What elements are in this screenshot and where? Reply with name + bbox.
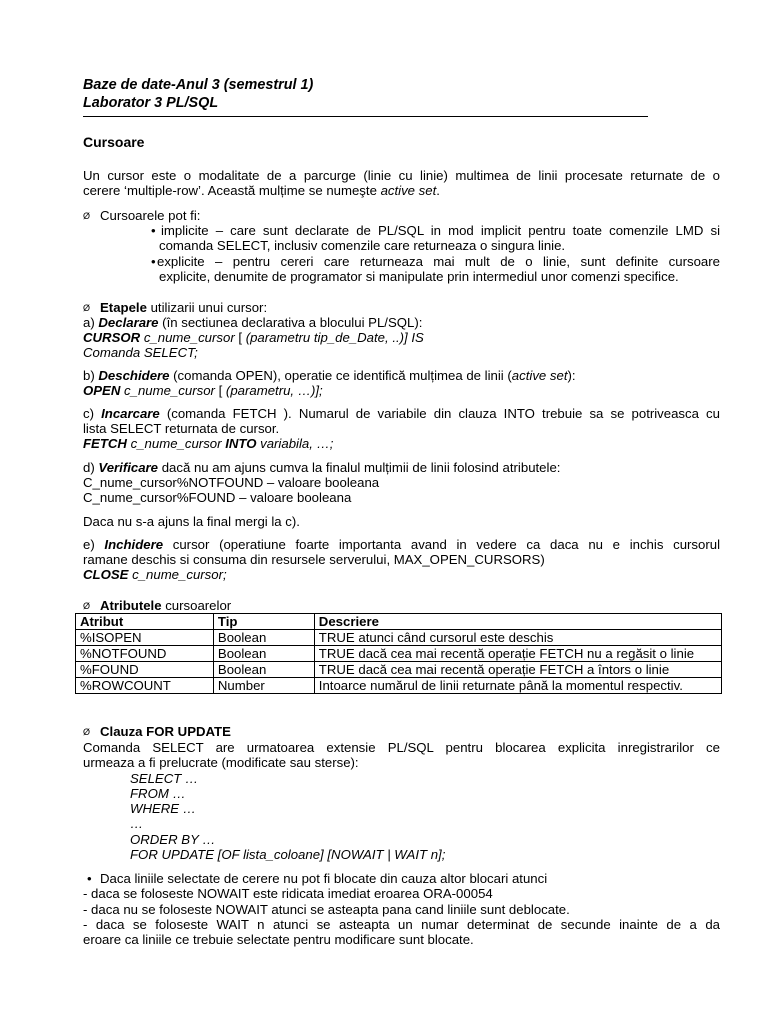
table-cell: Number xyxy=(213,678,314,694)
code-from: FROM … xyxy=(130,786,186,801)
step-d-bold: Verificare xyxy=(98,460,159,475)
for-update-no-nowait: - daca nu se foloseste NOWAIT atunci se asteapta pana cand liniile sunt deblocate. xyxy=(83,902,570,917)
column-header: Tip xyxy=(213,614,314,630)
step-a-bold: Declarare xyxy=(98,315,159,330)
step-e-line-2: ramane deschis si consuma din resursele serverului, MAX_OPEN_CURSORS) xyxy=(83,552,545,567)
course-title: Baze de date-Anul 3 (semestrul 1) xyxy=(83,77,314,93)
for-update-wait-1: - daca se foloseste WAIT n atunci se asteapta un numar determinat de secunde inainte de a da xyxy=(83,917,720,932)
bullet-dot-icon: • xyxy=(151,254,156,269)
implicit-line-1 xyxy=(151,223,720,238)
for-update-paragraph-1: Comanda SELECT are urmatoarea extensie PL/SQL pentru blocarea explicita inregistrarilor ce xyxy=(83,740,720,755)
keyword-into: INTO xyxy=(225,436,257,451)
step-c-prefix: c) xyxy=(83,406,102,421)
step-e-line-1 xyxy=(83,537,720,552)
step-b-prefix: b) xyxy=(83,368,99,383)
for-update-paragraph-2: urmeaza a fi prelucrate (modificate sau sterse): xyxy=(83,755,359,770)
code-text: variabila, …; xyxy=(256,436,334,451)
table-cell: %ROWCOUNT xyxy=(76,678,214,694)
explicit-line-2: explicite, denumite de programator si manipulate prin intermediul unor comenzi specifice. xyxy=(159,269,679,284)
keyword-cursor: CURSOR xyxy=(83,330,141,345)
intro-period: . xyxy=(436,183,440,198)
explicit-line-1 xyxy=(151,254,720,269)
code-select: SELECT … xyxy=(130,771,199,786)
step-c-bold: Incarcare xyxy=(101,406,160,421)
column-header: Descriere xyxy=(314,614,721,630)
step-e-rest: cursor (operatiune foarte importanta avand in vedere ca daca nu e inchis cursorul xyxy=(163,537,721,552)
step-b-code xyxy=(83,383,323,398)
intro-line-2 xyxy=(83,183,440,198)
step-e-prefix: e) xyxy=(83,537,105,552)
code-text: c_nume_cursor xyxy=(120,383,219,398)
for-update-nowait: - daca se foloseste NOWAIT este ridicata imediat eroarea ORA-00054 xyxy=(83,886,493,901)
table-cell: %FOUND xyxy=(76,662,214,678)
step-a-code-1 xyxy=(83,330,424,345)
step-c-rest: (comanda FETCH ). Numarul de variabile din clauza INTO trebuie sa se potriveasca cu xyxy=(159,406,720,421)
step-b-end: ): xyxy=(567,368,576,383)
table-row xyxy=(76,646,722,662)
implicit-line-2: comanda SELECT, inclusiv comenzile care returneaza o singura linie. xyxy=(159,238,566,253)
intro-text: cerere ‘multiple-row’. Această mulțime se numeşte xyxy=(83,183,381,198)
keyword-close: CLOSE xyxy=(83,567,129,582)
step-d-notfound: C_nume_cursor%NOTFOUND – valoare booleana xyxy=(83,475,380,490)
for-update-wait-2: eroare ca liniile ce trebuie selectate pentru modificare sunt blocate. xyxy=(83,932,474,947)
kinds-title-text: Cursoarele pot fi: xyxy=(100,208,201,223)
table-cell: Boolean xyxy=(213,662,314,678)
column-header: Atribut xyxy=(76,614,214,630)
step-b-bold: Deschidere xyxy=(98,368,170,383)
table-header-row xyxy=(76,614,722,630)
step-e-code xyxy=(83,567,227,582)
keyword-fetch: FETCH xyxy=(83,436,127,451)
step-b-active-set: active set xyxy=(511,368,568,383)
code-text: c_nume_cursor xyxy=(126,436,226,451)
intro-line-1: Un cursor este o modalitate de a parcurge (linie cu linie) multimea de linii procesate returnate de o xyxy=(83,168,720,183)
code-where: WHERE … xyxy=(130,801,196,816)
step-e-bold: Inchidere xyxy=(104,537,164,552)
for-update-bullet-text: Daca liniile selectate de cerere nu pot fi blocate din cauza altor blocari atunci xyxy=(100,871,548,886)
arrow-bullet-icon: Ø xyxy=(83,727,91,737)
step-b xyxy=(83,368,576,383)
table-cell: Boolean xyxy=(213,646,314,662)
step-d xyxy=(83,460,560,475)
step-d-rest: dacă nu am ajuns cumva la finalul mulțimii de linii folosind atributele: xyxy=(158,460,561,475)
step-a-code-2: Comanda SELECT; xyxy=(83,345,198,360)
steps-title-bold: Etapele xyxy=(100,300,147,315)
step-d-prefix: d) xyxy=(83,460,99,475)
steps-title xyxy=(83,300,267,316)
header-rule xyxy=(83,116,648,117)
table-cell: Boolean xyxy=(213,630,314,646)
table-cell: Intoarce numărul de linii returnate până la momentul respectiv. xyxy=(314,678,721,694)
step-c-line-2: lista SELECT returnata de cursor. xyxy=(83,421,280,436)
table-cell: TRUE atunci când cursorul este deschis xyxy=(314,630,721,646)
code-order-by: ORDER BY … xyxy=(130,832,216,847)
code-ellipsis: … xyxy=(130,816,144,831)
explicit-text: explicite – pentru cereri care returneaza mai mult de o linie, sunt definite cursoare xyxy=(157,254,720,269)
for-update-bullet xyxy=(87,871,547,886)
arrow-bullet-icon: Ø xyxy=(83,601,91,611)
arrow-bullet-icon: Ø xyxy=(83,211,91,221)
step-c-code xyxy=(83,436,333,451)
for-update-title xyxy=(83,724,231,740)
attributes-title-bold: Atributele xyxy=(100,598,162,613)
kinds-title xyxy=(83,208,200,224)
step-c-line-1 xyxy=(83,406,720,421)
code-bracket: [ xyxy=(218,383,223,398)
step-d-final: Daca nu s-a ajuns la final mergi la c). xyxy=(83,514,300,529)
lab-title: Laborator 3 PL/SQL xyxy=(83,95,219,111)
steps-title-rest: utilizarii unui cursor: xyxy=(146,300,268,315)
code-bracket: [ xyxy=(238,330,243,345)
section-title: Cursoare xyxy=(83,134,145,150)
table-row xyxy=(76,662,722,678)
attributes-table xyxy=(75,613,722,694)
keyword-open: OPEN xyxy=(83,383,121,398)
implicit-text: implicite – care sunt declarate de PL/SQL in mod implicit pentru toate comenzile LMD si xyxy=(161,223,720,238)
bullet-dot-icon: • xyxy=(151,223,156,238)
table-cell: TRUE dacă cea mai recentă operație FETCH nu a regăsit o linie xyxy=(314,646,721,662)
intro-active-set: active set xyxy=(380,183,437,198)
attributes-title xyxy=(83,598,231,614)
code-for-update: FOR UPDATE [OF lista_coloane] [NOWAIT | WAIT n]; xyxy=(130,847,446,862)
table-cell: %ISOPEN xyxy=(76,630,214,646)
code-text: (parametru, …)]; xyxy=(222,383,323,398)
for-update-title-text: Clauza FOR UPDATE xyxy=(100,724,231,739)
step-a-rest: (în sectiunea declarativa a blocului PL/SQL): xyxy=(158,315,423,330)
table-cell: TRUE dacă cea mai recentă operație FETCH a întors o linie xyxy=(314,662,721,678)
attributes-title-rest: cursoarelor xyxy=(161,598,232,613)
table-row xyxy=(76,678,722,694)
code-text: (parametru tip_de_Date, ..)] IS xyxy=(242,330,424,345)
table-row xyxy=(76,630,722,646)
table-cell: %NOTFOUND xyxy=(76,646,214,662)
code-text: c_nume_cursor xyxy=(140,330,239,345)
step-b-rest: (comanda OPEN), operatie ce identifică mulțimea de linii ( xyxy=(169,368,512,383)
step-a xyxy=(83,315,422,330)
code-text: c_nume_cursor; xyxy=(128,567,227,582)
bullet-dot-icon: • xyxy=(87,871,92,886)
arrow-bullet-icon: Ø xyxy=(83,303,91,313)
step-a-prefix: a) xyxy=(83,315,99,330)
step-d-found: C_nume_cursor%FOUND – valoare booleana xyxy=(83,490,352,505)
